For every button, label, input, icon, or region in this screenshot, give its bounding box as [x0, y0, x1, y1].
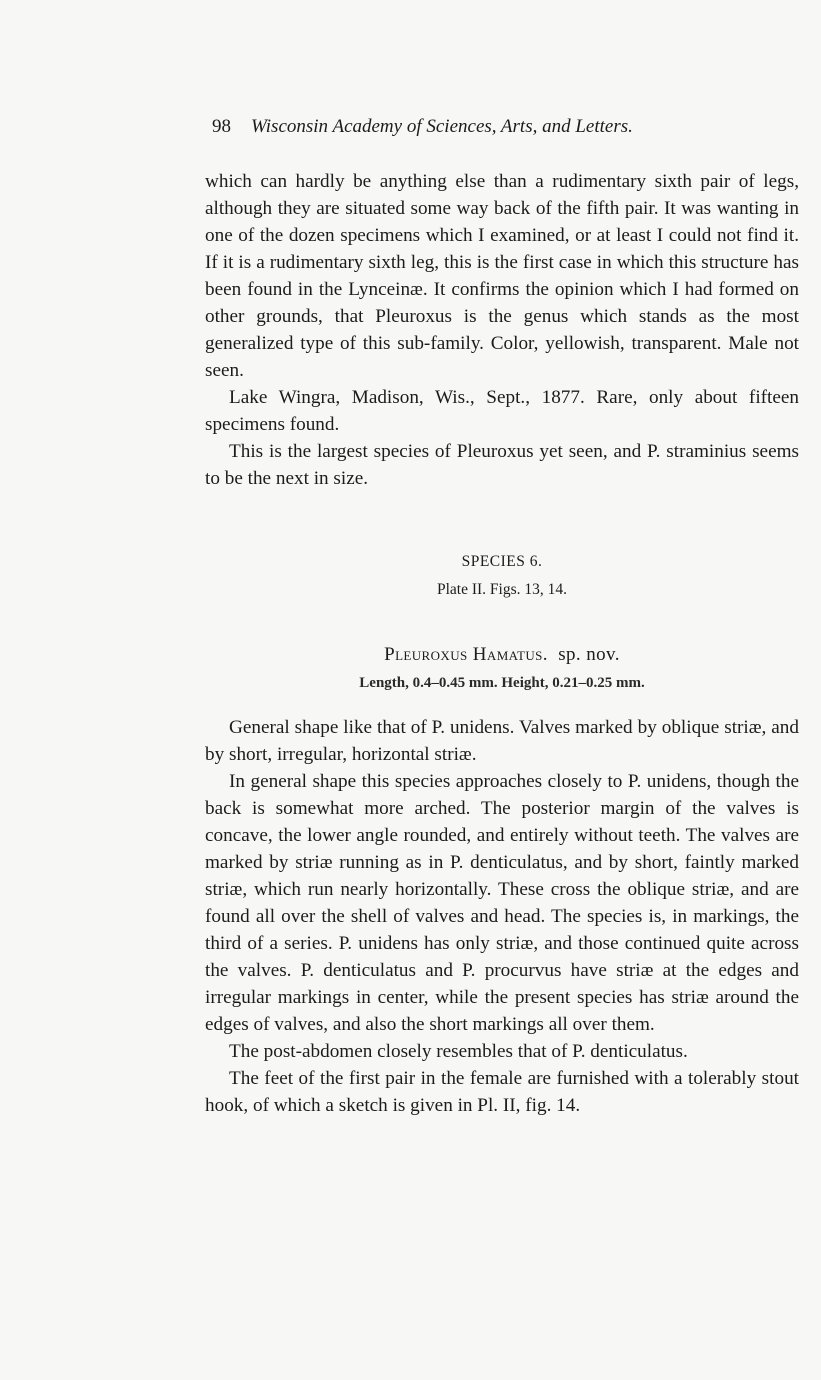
continued-description: [205, 168, 799, 492]
paragraph: The feet of the first pair in the female are furnished with a tolerably stout hook, of which a sketch is given in Pl. II, fig. 14.: [205, 1068, 799, 1116]
running-head: [212, 113, 772, 141]
dimensions-line: Length, 0.4–0.45 mm. Height, 0.21–0.25 mm.: [359, 675, 645, 691]
species-epithet: Hamatus.: [472, 644, 548, 665]
page-number: 98: [212, 116, 231, 137]
plate-reference: Plate II. Figs. 13, 14.: [436, 581, 568, 598]
taxon-status: sp. nov.: [558, 644, 620, 665]
species-description: [205, 714, 799, 1119]
paragraph: General shape like that of P. unidens. Valves marked by oblique striæ, and by short, irregular, horizontal striæ.: [205, 717, 799, 765]
taxon-name: [205, 644, 799, 666]
journal-title: Wisconsin Academy of Sciences, Arts, and Letters.: [251, 116, 633, 137]
species-heading: SPECIES 6.: [461, 553, 543, 570]
paragraph: Lake Wingra, Madison, Wis., Sept., 1877. Rare, only about fifteen specimens found.: [205, 387, 799, 435]
paragraph: which can hardly be anything else than a rudimentary sixth pair of legs, although they are situated some way back of the fifth pair. It was wanting in one of the dozen specimens which I examined, or at least I could not find it. If it is a rudimentary sixth leg, this is the first case in which this structure has been found in the Lynceinæ. It confirms the opinion which I had formed on other grounds, that Pleuroxus is the genus which stands as the most generalized type of this sub-family. Color, yellowish, transparent. Male not seen.: [205, 171, 799, 381]
genus-name: Pleuroxus: [384, 644, 468, 665]
paragraph: In general shape this species approaches closely to P. unidens, though the back is somewhat more arched. The posterior margin of the valves is concave, the lower angle rounded, and entirely without teeth. The valves are marked by striæ running as in P. denticulatus, and by short, faintly marked striæ, which run nearly horizontally. These cross the oblique striæ, and are found all over the shell of valves and head. The species is, in markings, the third of a series. P. unidens has only striæ, and those continued quite across the valves. P. denticulatus and P. procurvus have striæ at the edges and irregular markings in center, while the present species has striæ around the edges of valves, and also the short markings all over them.: [205, 771, 799, 1035]
paragraph: The post-abdomen closely resembles that of P. denticulatus.: [229, 1041, 688, 1062]
paragraph: This is the largest species of Pleuroxus yet seen, and P. straminius seems to be the next in size.: [205, 441, 799, 489]
